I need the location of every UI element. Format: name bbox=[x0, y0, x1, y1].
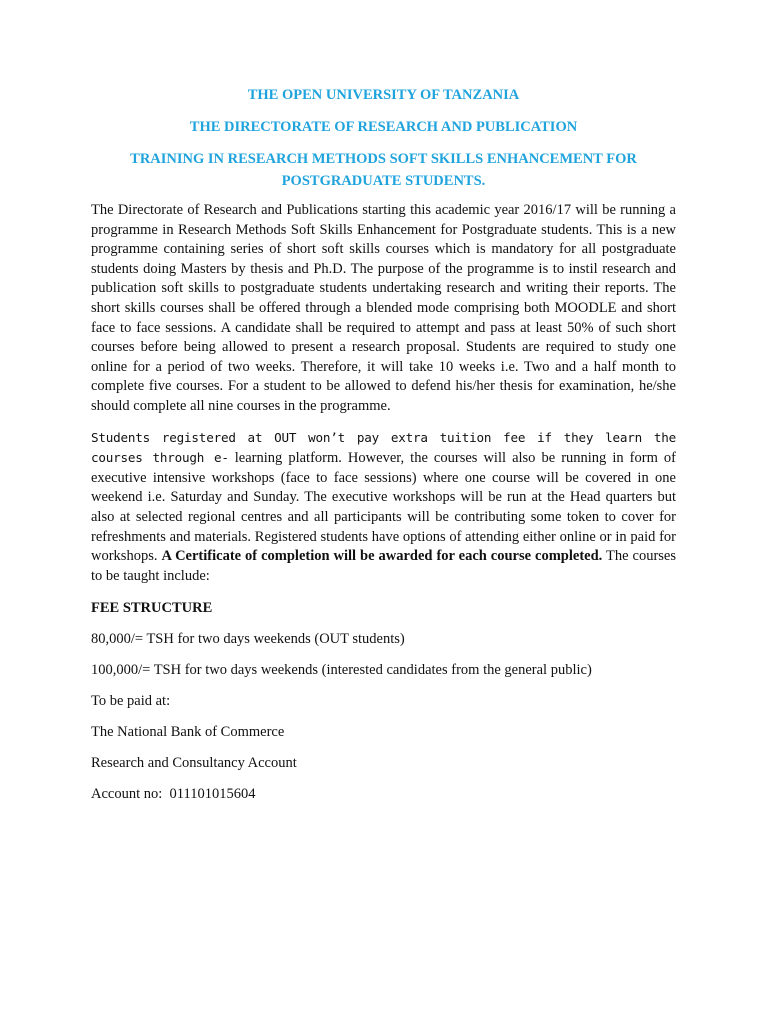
payment-label: To be paid at: bbox=[91, 693, 171, 710]
account-number: Account no: 011101015604 bbox=[91, 786, 256, 803]
bank-name: The National Bank of Commerce bbox=[91, 724, 285, 741]
courses-intro: The courses to be taught include: bbox=[91, 548, 676, 584]
elearning-paragraph-first-line: Students registered at OUT won’t pay extra tuition fee if they learn the courses through e- bbox=[91, 429, 676, 466]
fee-out-students: 80,000/= TSH for two days weekends (OUT students) bbox=[91, 631, 405, 648]
intro-paragraph: The Directorate of Research and Publications starting this academic year 2016/17 will be running a programme in Research Methods Soft Skills Enhancement for Postgraduate students. This is a new programme containing series of short soft skills courses which is mandatory for all postgraduate students doing Masters by thesis and Ph.D. The purpose of the programme is to instil research and publication soft skills to postgraduate students undertaking research and writing their reports. The short skills courses shall be offered through a blended mode comprising both MOODLE and short face to face sessions. A candidate shall be required to attempt and pass at least 50% of such short courses before being allowed to present a research proposal. Students are required to study one online for a period of two weeks. Therefore, it will take 10 weeks i.e. Two and a half month to complete five courses. For a student to be allowed to defend his/her thesis for examination, he/she should complete all nine courses in the programme. bbox=[91, 202, 676, 414]
elearning-paragraph-body: learning platform. However, the courses will also be running in form of executive intensive workshops (face to face sessions) where one course will be covered in one weekend i.e. Saturday and Sunday. The executive workshops will be run at the Head quarters but also at selected regional centres and all participants will be contributing some token to cover for refreshments and materials. Registered students have options of attending either online or in paid for workshops. bbox=[91, 450, 676, 565]
document-page bbox=[91, 84, 676, 815]
certificate-statement: A Certificate of completion will be awarded for each course completed. bbox=[161, 548, 603, 565]
fee-structure-title: FEE STRUCTURE bbox=[91, 600, 213, 617]
directorate-title: THE DIRECTORATE OF RESEARCH AND PUBLICATION bbox=[189, 119, 578, 135]
programme-title: TRAINING IN RESEARCH METHODS SOFT SKILLS ENHANCEMENT FOR POSTGRADUATE STUDENTS. bbox=[130, 151, 637, 189]
fee-general-public: 100,000/= TSH for two days weekends (interested candidates from the general public) bbox=[91, 662, 592, 679]
elearning-paragraph bbox=[91, 428, 676, 587]
account-name: Research and Consultancy Account bbox=[91, 755, 297, 772]
university-title: THE OPEN UNIVERSITY OF TANZANIA bbox=[247, 87, 520, 103]
